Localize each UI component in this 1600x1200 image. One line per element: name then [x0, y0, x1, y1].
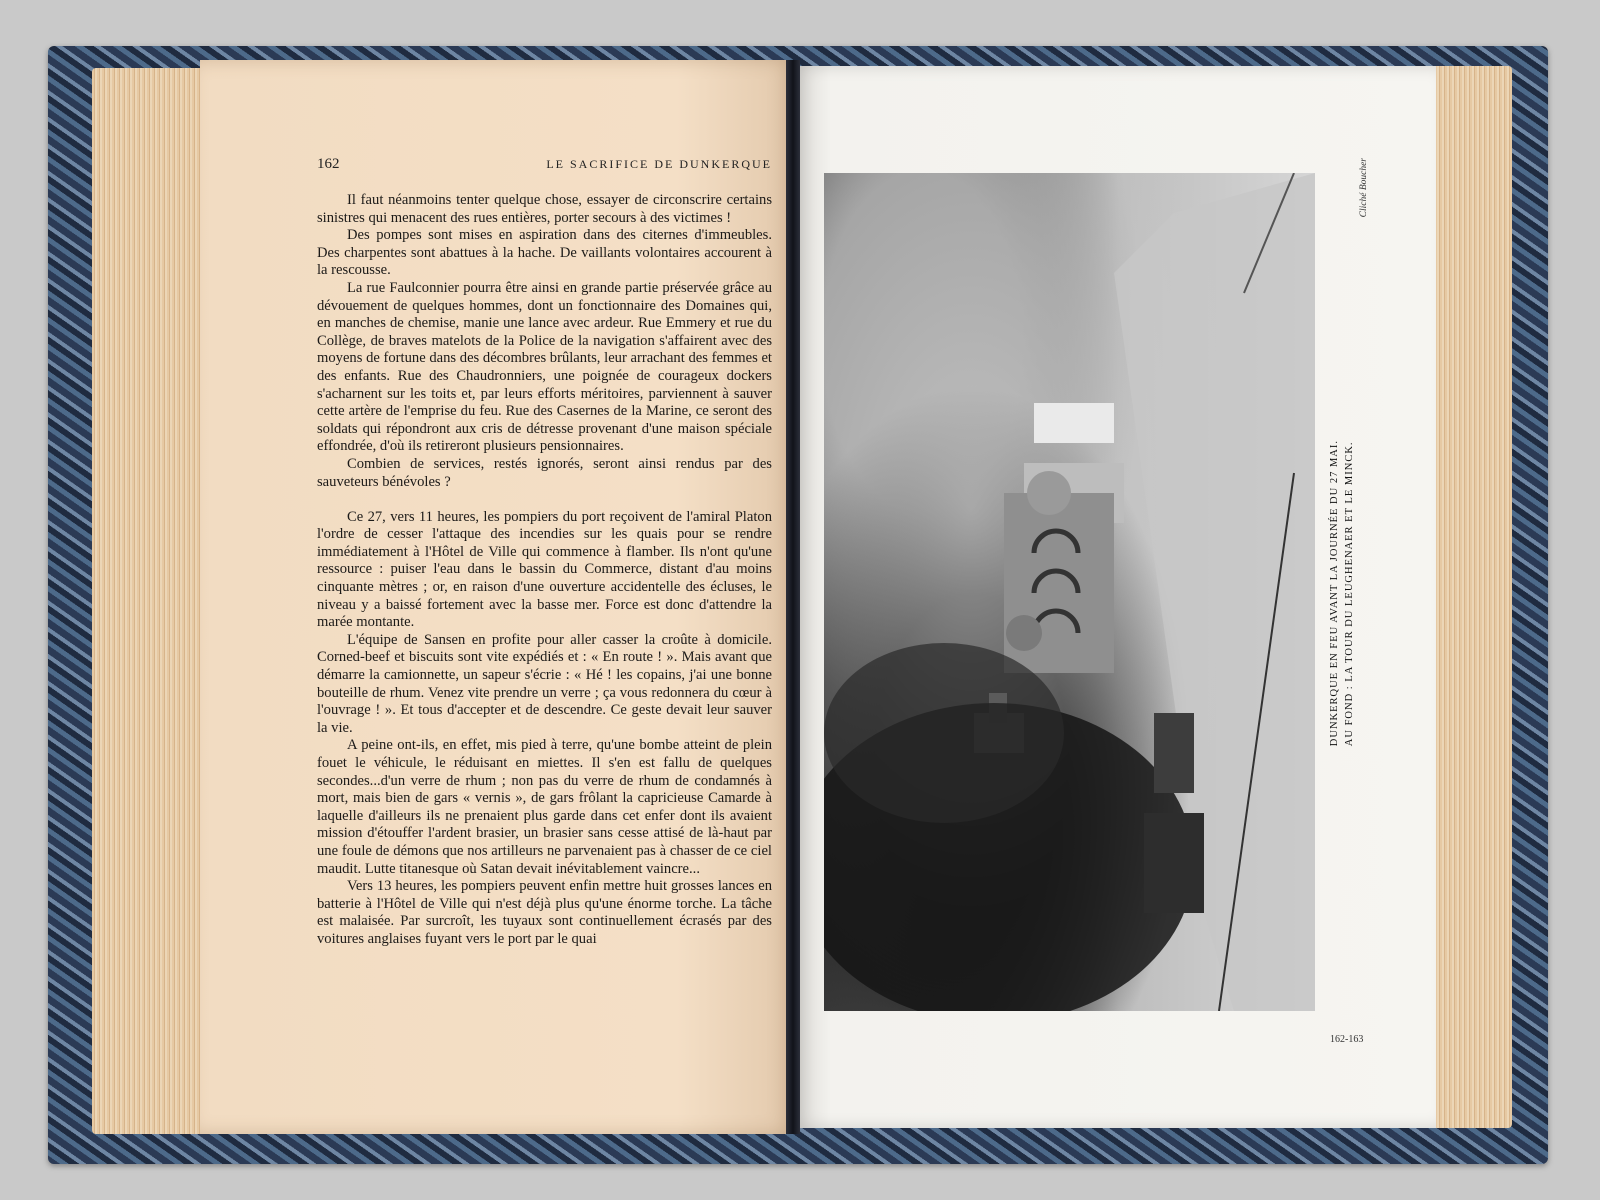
paragraph: Combien de services, restés ignorés, seront ainsi rendus par des sauveteurs bénévoles ?: [317, 455, 772, 490]
caption-line-1: DUNKERQUE EN FEU AVANT LA JOURNÉE DU 27 MAI.: [1329, 440, 1340, 747]
page-edges-left: [92, 68, 204, 1134]
paragraph: Des pompes sont mises en aspiration dans des citernes d'immeubles. Des charpentes sont abattues à la hache. De vaillants volontaires accourent à la rescousse.: [317, 227, 772, 279]
paragraph: La rue Faulconnier pourra être ainsi en grande partie préservée grâce au dévouement de quelques hommes, dont un fonctionnaire des Domaines qui, en manches de chemise, manie une lance avec ardeur. Rue Emmery et rue du Collège, de braves matelots de la Police de la navigation s'affairent avec des moyens de fortune dans des décombres brûlants, leur arrachant des femmes et des enfants. Rue des Chaudronniers, une poignée de courageux dockers s'acharnent sur les toits et, par leurs efforts méritoires, parviennent à sauver cette artère de l'emprise du feu. Rue des Casernes de la Marine, ce seront des soldats qui répondront aux cris de détresse provenant d'une maison spéciale effondrée, d'où ils retireront plusieurs pensionnaires.: [317, 279, 772, 455]
photo-credit: Cliché Boucher: [1359, 158, 1369, 218]
caption-line-2: AU FOND : LA TOUR DU LEUGHENAER ET LE MINCK.: [1344, 441, 1355, 747]
running-head: [317, 156, 772, 173]
photo-caption: [1327, 440, 1357, 746]
fire-photograph: [824, 173, 1315, 1011]
photo-illustration: [824, 173, 1315, 1011]
running-title: LE SACRIFICE DE DUNKERQUE: [546, 157, 772, 171]
plate-folio: 162-163: [1330, 1034, 1364, 1045]
body-text: [317, 192, 772, 949]
paragraph: L'équipe de Sansen en profite pour aller casser la croûte à domicile. Corned-beef et biscuits sont vite expédiés et : « En route ! ». Mais avant que démarre la camionnette, un sapeur s'écrie : « Hé ! les copains, j'ai une bonne bouteille de rhum. Venez vite prendre un verre ; ça vous redonnera du cœur à l'ouvrage ! ». Et tous d'accepter et de descendre. Ce geste devait leur sauver la vie.: [317, 631, 772, 736]
paragraph: A peine ont-ils, en effet, mis pied à terre, qu'une bombe atteint de plein fouet le véhicule, le réduisant en miettes. Il s'en est fallu de quelques secondes...d'un verre de rhum ; non pas du verre de rhum de condamnés à mort, mais bien de gars « vernis », de gars frôlant la capricieuse Camarde à laquelle d'ailleurs ils ne prenaient plus garde dans cet enfer dont ils avaient mission d'étouffer l'ardent brasier, un brasier sans cesse attisé de là-haut par une foule de démons que nos artilleurs ne parvenaient pas à chasser de ce ciel maudit. Lutte titanesque où Satan devait inévitablement vaincre...: [317, 737, 772, 877]
page-edges-right: [1432, 66, 1512, 1128]
book-gutter: [786, 60, 800, 1134]
page-number: 162: [317, 156, 340, 172]
paragraph: Il faut néanmoins tenter quelque chose, essayer de circonscrire certains sinistres qui menacent des rues entières, porter secours à des victimes !: [317, 192, 772, 226]
paragraph: Vers 13 heures, les pompiers peuvent enfin mettre huit grosses lances en batterie à l'Hôtel de Ville qui n'est déjà plus qu'une énorme torche. La tâche est malaisée. Par surcroît, les tuyaux sont continuellement écrasés par des voitures anglaises fuyant vers le port par le quai: [317, 878, 772, 947]
paragraph: Ce 27, vers 11 heures, les pompiers du port reçoivent de l'amiral Platon l'ordre de cesser l'attaque des incendies sur les quais pour se rendre immédiatement à l'Hôtel de Ville qui commence à flamber. Ils n'ont qu'une ressource : puiser l'eau dans le bassin du Commerce, distant d'au moins cinquante mètres ; or, en raison d'une ouverture accidentelle des écluses, le niveau y a baissé fortement avec la basse mer. Force est donc d'attendre la marée montante.: [317, 508, 772, 631]
